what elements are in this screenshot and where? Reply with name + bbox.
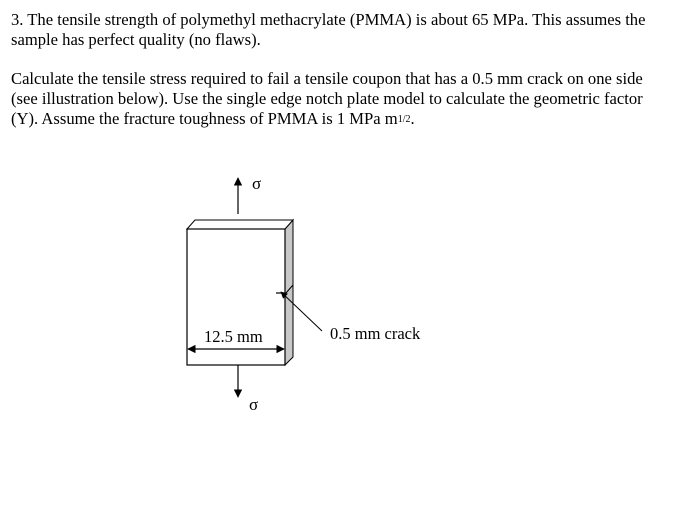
- coupon-top-face: [187, 220, 293, 229]
- intro-line-1: 3. The tensile strength of polymethyl methacrylate (PMMA) is about 65 MPa. This assumes the: [11, 10, 646, 29]
- task-line-1: Calculate the tensile stress required to fail a tensile coupon that has a 0.5 mm crack on one side: [11, 69, 643, 88]
- width-label: 12.5 mm: [204, 327, 263, 346]
- sigma-bottom-label: σ: [249, 395, 259, 414]
- sigma-top-label: σ: [252, 174, 262, 193]
- task-line-3-text: (Y). Assume the fracture toughness of PMMA is 1 MPa m: [11, 109, 398, 128]
- task-line-2: (see illustration below). Use the single edge notch plate model to calculate the geometric factor: [11, 89, 643, 108]
- crack-label: 0.5 mm crack: [330, 324, 421, 343]
- intro-line-2: sample has perfect quality (no flaws).: [11, 30, 261, 49]
- exponent-half: 1/2: [397, 114, 411, 125]
- task-line-3-end: .: [410, 109, 415, 128]
